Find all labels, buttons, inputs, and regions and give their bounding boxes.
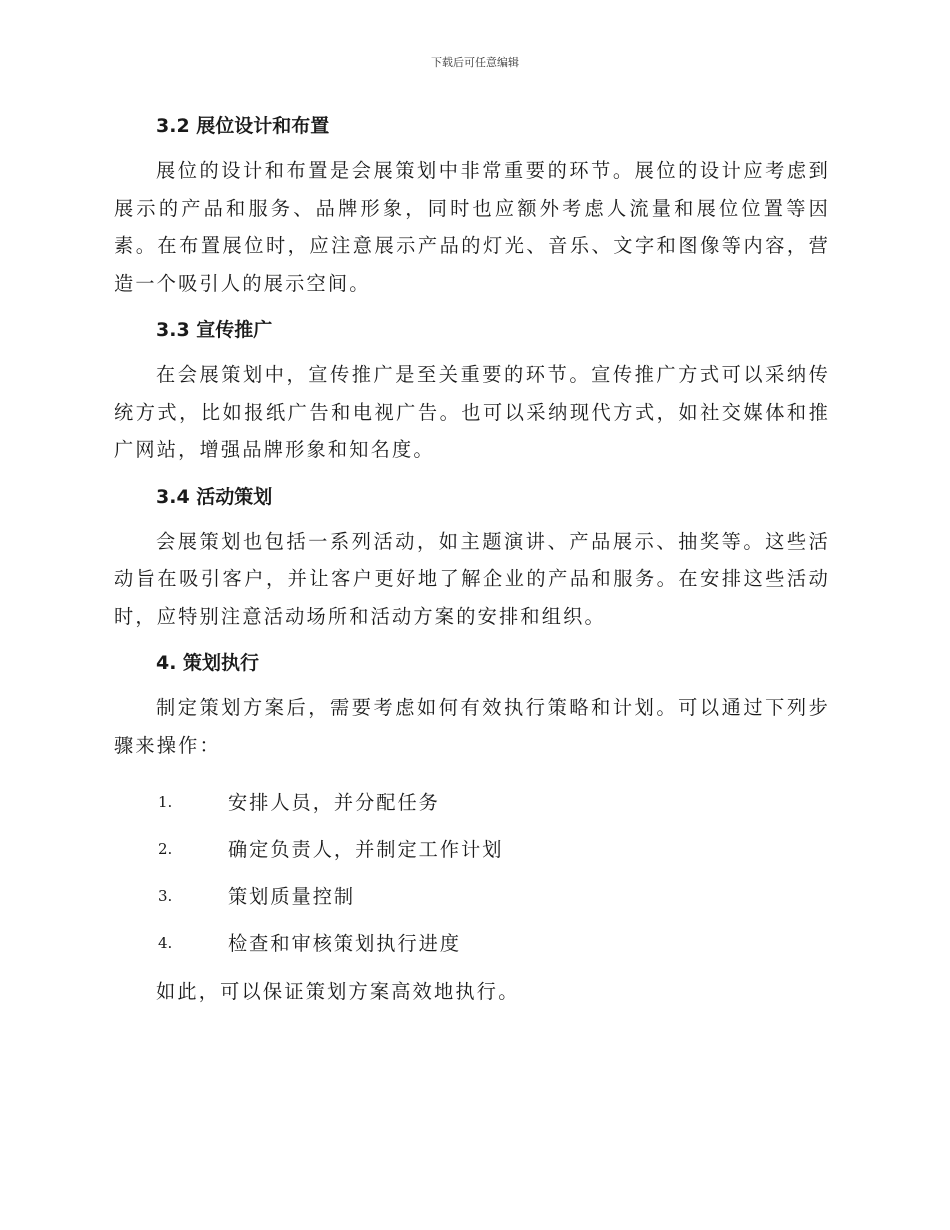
section-3-3 bbox=[114, 312, 830, 469]
section-heading: 4. 策划执行 bbox=[156, 652, 260, 674]
list-item bbox=[114, 919, 830, 966]
section-paragraph: 展位的设计和布置是会展策划中非常重要的环节。展位的设计应考虑到展示的产品和服务、品牌形象，同时也应额外考虑人流量和展位位置等因素。在布置展位时，应注意展示产品的灯光、音乐、文字和图像等内容，营造一个吸引人的展示空间。 bbox=[114, 159, 830, 295]
section-paragraph: 制定策划方案后，需要考虑如何有效执行策略和计划。可以通过下列步骤来操作： bbox=[114, 696, 830, 757]
list-item-text: 确定负责人，并制定工作计划 bbox=[228, 838, 504, 861]
closing-sentence: 如此，可以保证策划方案高效地执行。 bbox=[156, 980, 520, 1003]
section-3-4 bbox=[114, 479, 830, 636]
list-item bbox=[114, 825, 830, 872]
section-heading: 3.2 展位设计和布置 bbox=[156, 115, 330, 137]
list-item-number: 2. bbox=[158, 839, 173, 858]
section-3-2 bbox=[114, 108, 830, 302]
list-item-number: 4. bbox=[158, 933, 173, 952]
list-item-text: 安排人员，并分配任务 bbox=[228, 791, 440, 814]
section-paragraph: 在会展策划中，宣传推广是至关重要的环节。宣传推广方式可以采纳传统方式，比如报纸广告和电视广告。也可以采纳现代方式，如社交媒体和推广网站，增强品牌形象和知名度。 bbox=[114, 363, 830, 461]
section-heading: 3.3 宣传推广 bbox=[156, 319, 273, 341]
section-heading: 3.4 活动策划 bbox=[156, 485, 273, 508]
steps-list bbox=[114, 778, 830, 966]
list-item bbox=[114, 872, 830, 919]
section-4 bbox=[114, 645, 830, 1010]
list-item-text: 检查和审核策划执行进度 bbox=[228, 932, 462, 955]
document-body bbox=[114, 108, 830, 1020]
list-item-number: 3. bbox=[158, 886, 173, 905]
list-item-text: 策划质量控制 bbox=[228, 885, 356, 908]
list-item-number: 1. bbox=[158, 792, 173, 811]
list-item bbox=[114, 778, 830, 825]
section-paragraph: 会展策划也包括一系列活动，如主题演讲、产品展示、抽奖等。这些活动旨在吸引客户，并让客户更好地了解企业的产品和服务。在安排这些活动时，应特别注意活动场所和活动方案的安排和组织。 bbox=[114, 529, 830, 628]
header-note: 下载后可任意编辑 bbox=[431, 56, 519, 69]
